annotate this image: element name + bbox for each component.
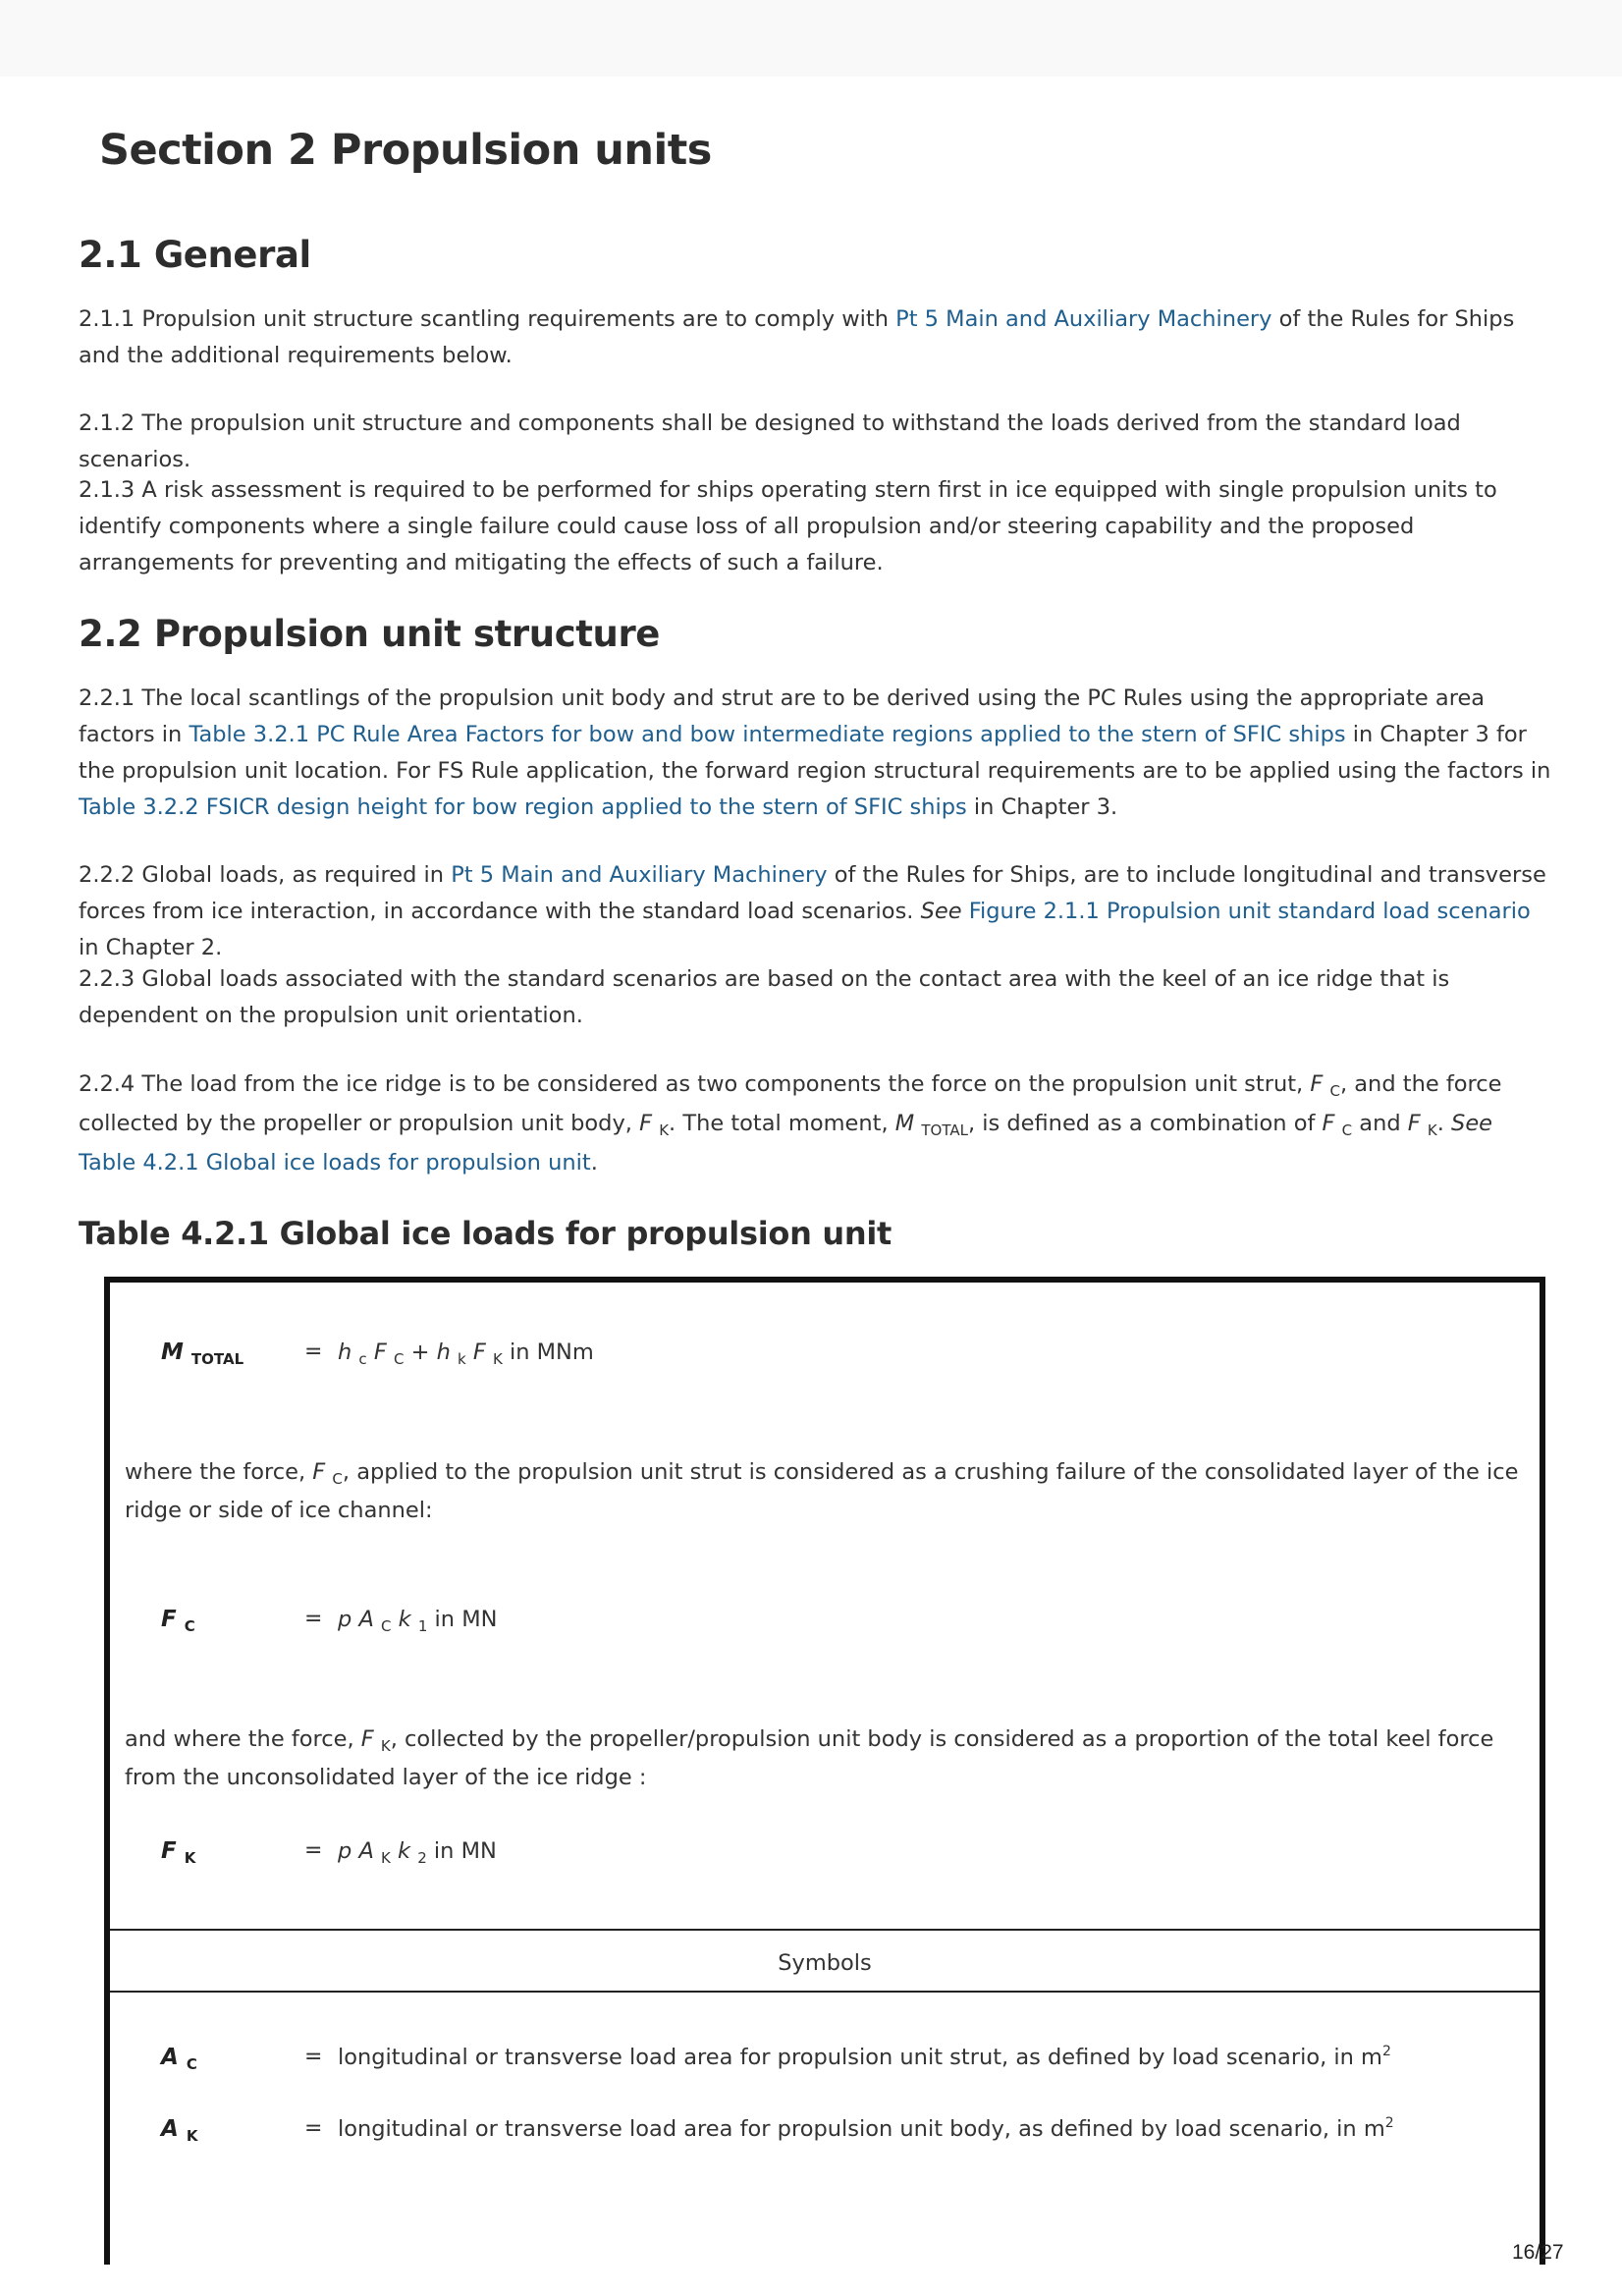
table-divider [110,1929,1540,1931]
equals-sign: = [304,2045,323,2069]
heading-2-1: 2.1 General [79,234,311,276]
page-top-band [0,0,1622,77]
symbol-a-k: A $_K$ [161,2116,198,2145]
definition-a-k: longitudinal or transverse load area for propulsion unit body, as defined by load scenario, in $m^2$ [338,2115,1394,2142]
paragraph-2-1-3: 2.1.3 A risk assessment is required to be performed for ships operating stern first in ice equipped with single propulsion units to identify components where a single failure could cause loss of all propulsion and/or steering capability and the proposed arrangements for preventing and mitigating the effects of such a failure. [79,477,1497,575]
paragraph-2-1-2: 2.1.2 The propulsion unit structure and components shall be designed to withstand the loads derived from the standard load scenarios. [79,410,1461,472]
formula-m-total: h $_c$ F $_C$ + h $_k$ F $_K$ in MNm [338,1339,594,1368]
definition-a-c: longitudinal or transverse load area for propulsion unit strut, as defined by load scenario, in $m^2$ [338,2044,1391,2070]
formula-f-k: p A $_K$ k $_2$ in MN [338,1838,497,1867]
equals-sign: = [304,1607,323,1631]
link-table-4-2-1[interactable]: Table 4.2.1 Global ice loads for propulsion unit [79,1150,591,1175]
equals-sign: = [304,1838,323,1863]
link-pt5-machinery[interactable]: Pt 5 Main and Auxiliary Machinery [895,306,1272,332]
paragraph-2-2-2: 2.2.2 Global loads, as required in Pt 5 Main and Auxiliary Machinery of the Rules for Ships, are to include longitudinal and transverse forces from ice interaction, in accordance with the standard load scenarios. See Figure 2.1.1 Propulsion unit standard load scenario in Chapter 2. [79,862,1546,960]
symbol-a-c: A $_C$ [161,2045,197,2073]
symbol-f-k: F $_K$ [161,1838,196,1867]
where-force-fc-text: where the force, F $_C$, applied to the propulsion unit strut is considered as a crushing failure of the consolidated layer of the ice ridge or side of ice channel: [125,1459,1519,1523]
symbols-heading: Symbols [778,1950,872,1976]
where-force-fk-text: and where the force, F $_K$, collected by the propeller/propulsion unit body is considered as a proportion of the total keel force from the unconsolidated layer of the ice ridge : [125,1726,1494,1790]
heading-2-2: 2.2 Propulsion unit structure [79,613,660,655]
global-ice-loads-table [104,1277,1545,2265]
equals-sign: = [304,2116,323,2141]
paragraph-2-2-1: 2.2.1 The local scantlings of the propulsion unit body and strut are to be derived using the PC Rules using the appropriate area factors in Table 3.2.1 PC Rule Area Factors for bow and bow intermediate regions applied to the stern of SFIC ships in Chapter 3 for the propulsion unit location. For FS Rule application, the forward region structural requirements are to be applied using the factors in Table 3.2.2 FSICR design height for bow region applied to the stern of SFIC ships in Chapter 3. [79,685,1551,820]
equals-sign: = [304,1339,323,1364]
link-table-3-2-2[interactable]: Table 3.2.2 FSICR design height for bow region applied to the stern of SFIC ships [79,794,967,820]
page-number: 16/27 [1512,2241,1564,2264]
symbol-m-total: M $_{TOTAL}$ [161,1339,244,1368]
link-pt5-machinery-2[interactable]: Pt 5 Main and Auxiliary Machinery [451,862,828,888]
section-title: Section 2 Propulsion units [99,126,712,175]
table-divider [110,1991,1540,1993]
paragraph-2-1-1: 2.1.1 Propulsion unit structure scantling requirements are to comply with Pt 5 Main and Auxiliary Machinery of the Rules for Ships and the additional requirements below. [79,306,1515,368]
link-table-3-2-1[interactable]: Table 3.2.1 PC Rule Area Factors for bow and bow intermediate regions applied to the stern of SFIC ships [189,722,1346,747]
paragraph-2-2-4: 2.2.4 The load from the ice ridge is to be considered as two components the force on the propulsion unit strut, F $_C$, and the force collected by the propeller or propulsion unit body, F $_K$. The total moment, M $_{TOTAL}$, is defined as a combination of F $_C$ and F $_K$. See Table 4.2.1 Global ice loads for propulsion unit. [79,1071,1502,1175]
table-title: Table 4.2.1 Global ice loads for propulsion unit [79,1215,892,1252]
formula-f-c: p A $_C$ k $_1$ in MN [338,1607,498,1635]
symbol-f-c: F $_C$ [161,1607,195,1635]
paragraph-2-2-3: 2.2.3 Global loads associated with the standard scenarios are based on the contact area with the keel of an ice ridge that is dependent on the propulsion unit orientation. [79,966,1450,1028]
link-figure-2-1-1[interactable]: Figure 2.1.1 Propulsion unit standard load scenario [968,899,1531,924]
